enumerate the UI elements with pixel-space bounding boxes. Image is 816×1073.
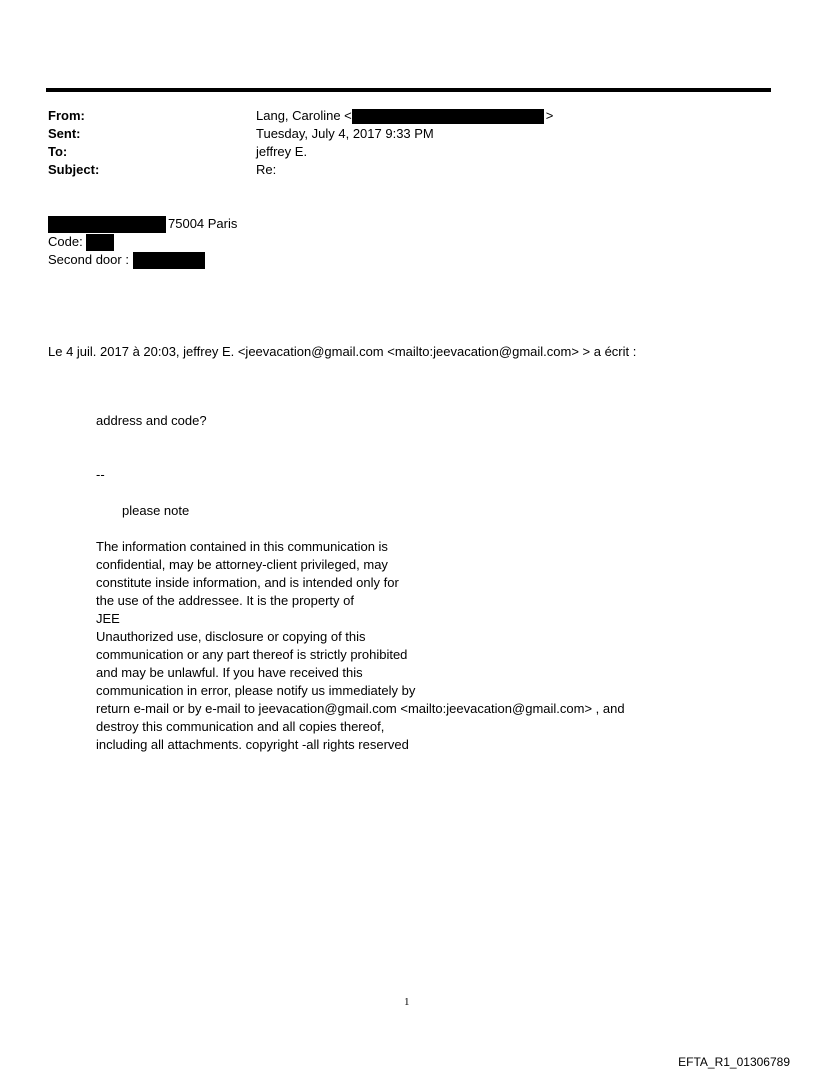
subject-label: Subject:	[48, 162, 100, 177]
disclaimer-line: Unauthorized use, disclosure or copying of this	[96, 629, 366, 644]
signature-separator: --	[96, 467, 105, 482]
redaction-box	[48, 216, 166, 233]
from-name: Lang, Caroline <	[256, 108, 352, 123]
disclaimer-line: including all attachments. copyright -all rights reserved	[96, 737, 409, 752]
redaction-box	[86, 234, 114, 251]
disclaimer	[96, 538, 625, 754]
code-line	[48, 233, 114, 251]
header-rule	[46, 88, 771, 92]
document-id: EFTA_R1_01306789	[678, 1055, 790, 1069]
disclaimer-line: JEE	[96, 611, 120, 626]
disclaimer-line: destroy this communication and all copies thereof,	[96, 719, 385, 734]
subject-value: Re:	[256, 162, 277, 177]
redaction-box	[133, 252, 205, 269]
disclaimer-line: confidential, may be attorney-client privileged, may	[96, 557, 388, 572]
quote-intro: Le 4 juil. 2017 à 20:03, jeffrey E. <jeevacation@gmail.com <mailto:jeevacation@gmail.com> > a écrit :	[48, 344, 637, 359]
to-value: jeffrey E.	[256, 144, 308, 159]
sent-value: Tuesday, July 4, 2017 9:33 PM	[256, 126, 434, 141]
from-close: >	[545, 108, 554, 123]
disclaimer-line: the use of the addressee. It is the property of	[96, 593, 354, 608]
sent-label: Sent:	[48, 126, 81, 141]
please-note: please note	[122, 503, 190, 518]
second-door-line	[48, 251, 205, 269]
question-text: address and code?	[96, 413, 207, 428]
to-label: To:	[48, 144, 68, 159]
address-line	[48, 215, 237, 233]
disclaimer-line: and may be unlawful. If you have received this	[96, 665, 363, 680]
disclaimer-line: return e-mail or by e-mail to jeevacation@gmail.com <mailto:jeevacation@gmail.com> , and	[96, 701, 625, 716]
page-number: 1	[404, 996, 410, 1008]
disclaimer-line: The information contained in this communication is	[96, 539, 388, 554]
from-label: From:	[48, 108, 85, 123]
disclaimer-line: communication in error, please notify us immediately by	[96, 683, 416, 698]
second-door-label: Second door :	[48, 252, 129, 267]
disclaimer-line: constitute inside information, and is intended only for	[96, 575, 399, 590]
redaction-box	[352, 109, 544, 124]
from-value	[256, 107, 553, 125]
disclaimer-line: communication or any part thereof is strictly prohibited	[96, 647, 408, 662]
code-label: Code:	[48, 234, 83, 249]
address-suffix: 75004 Paris	[168, 216, 238, 231]
